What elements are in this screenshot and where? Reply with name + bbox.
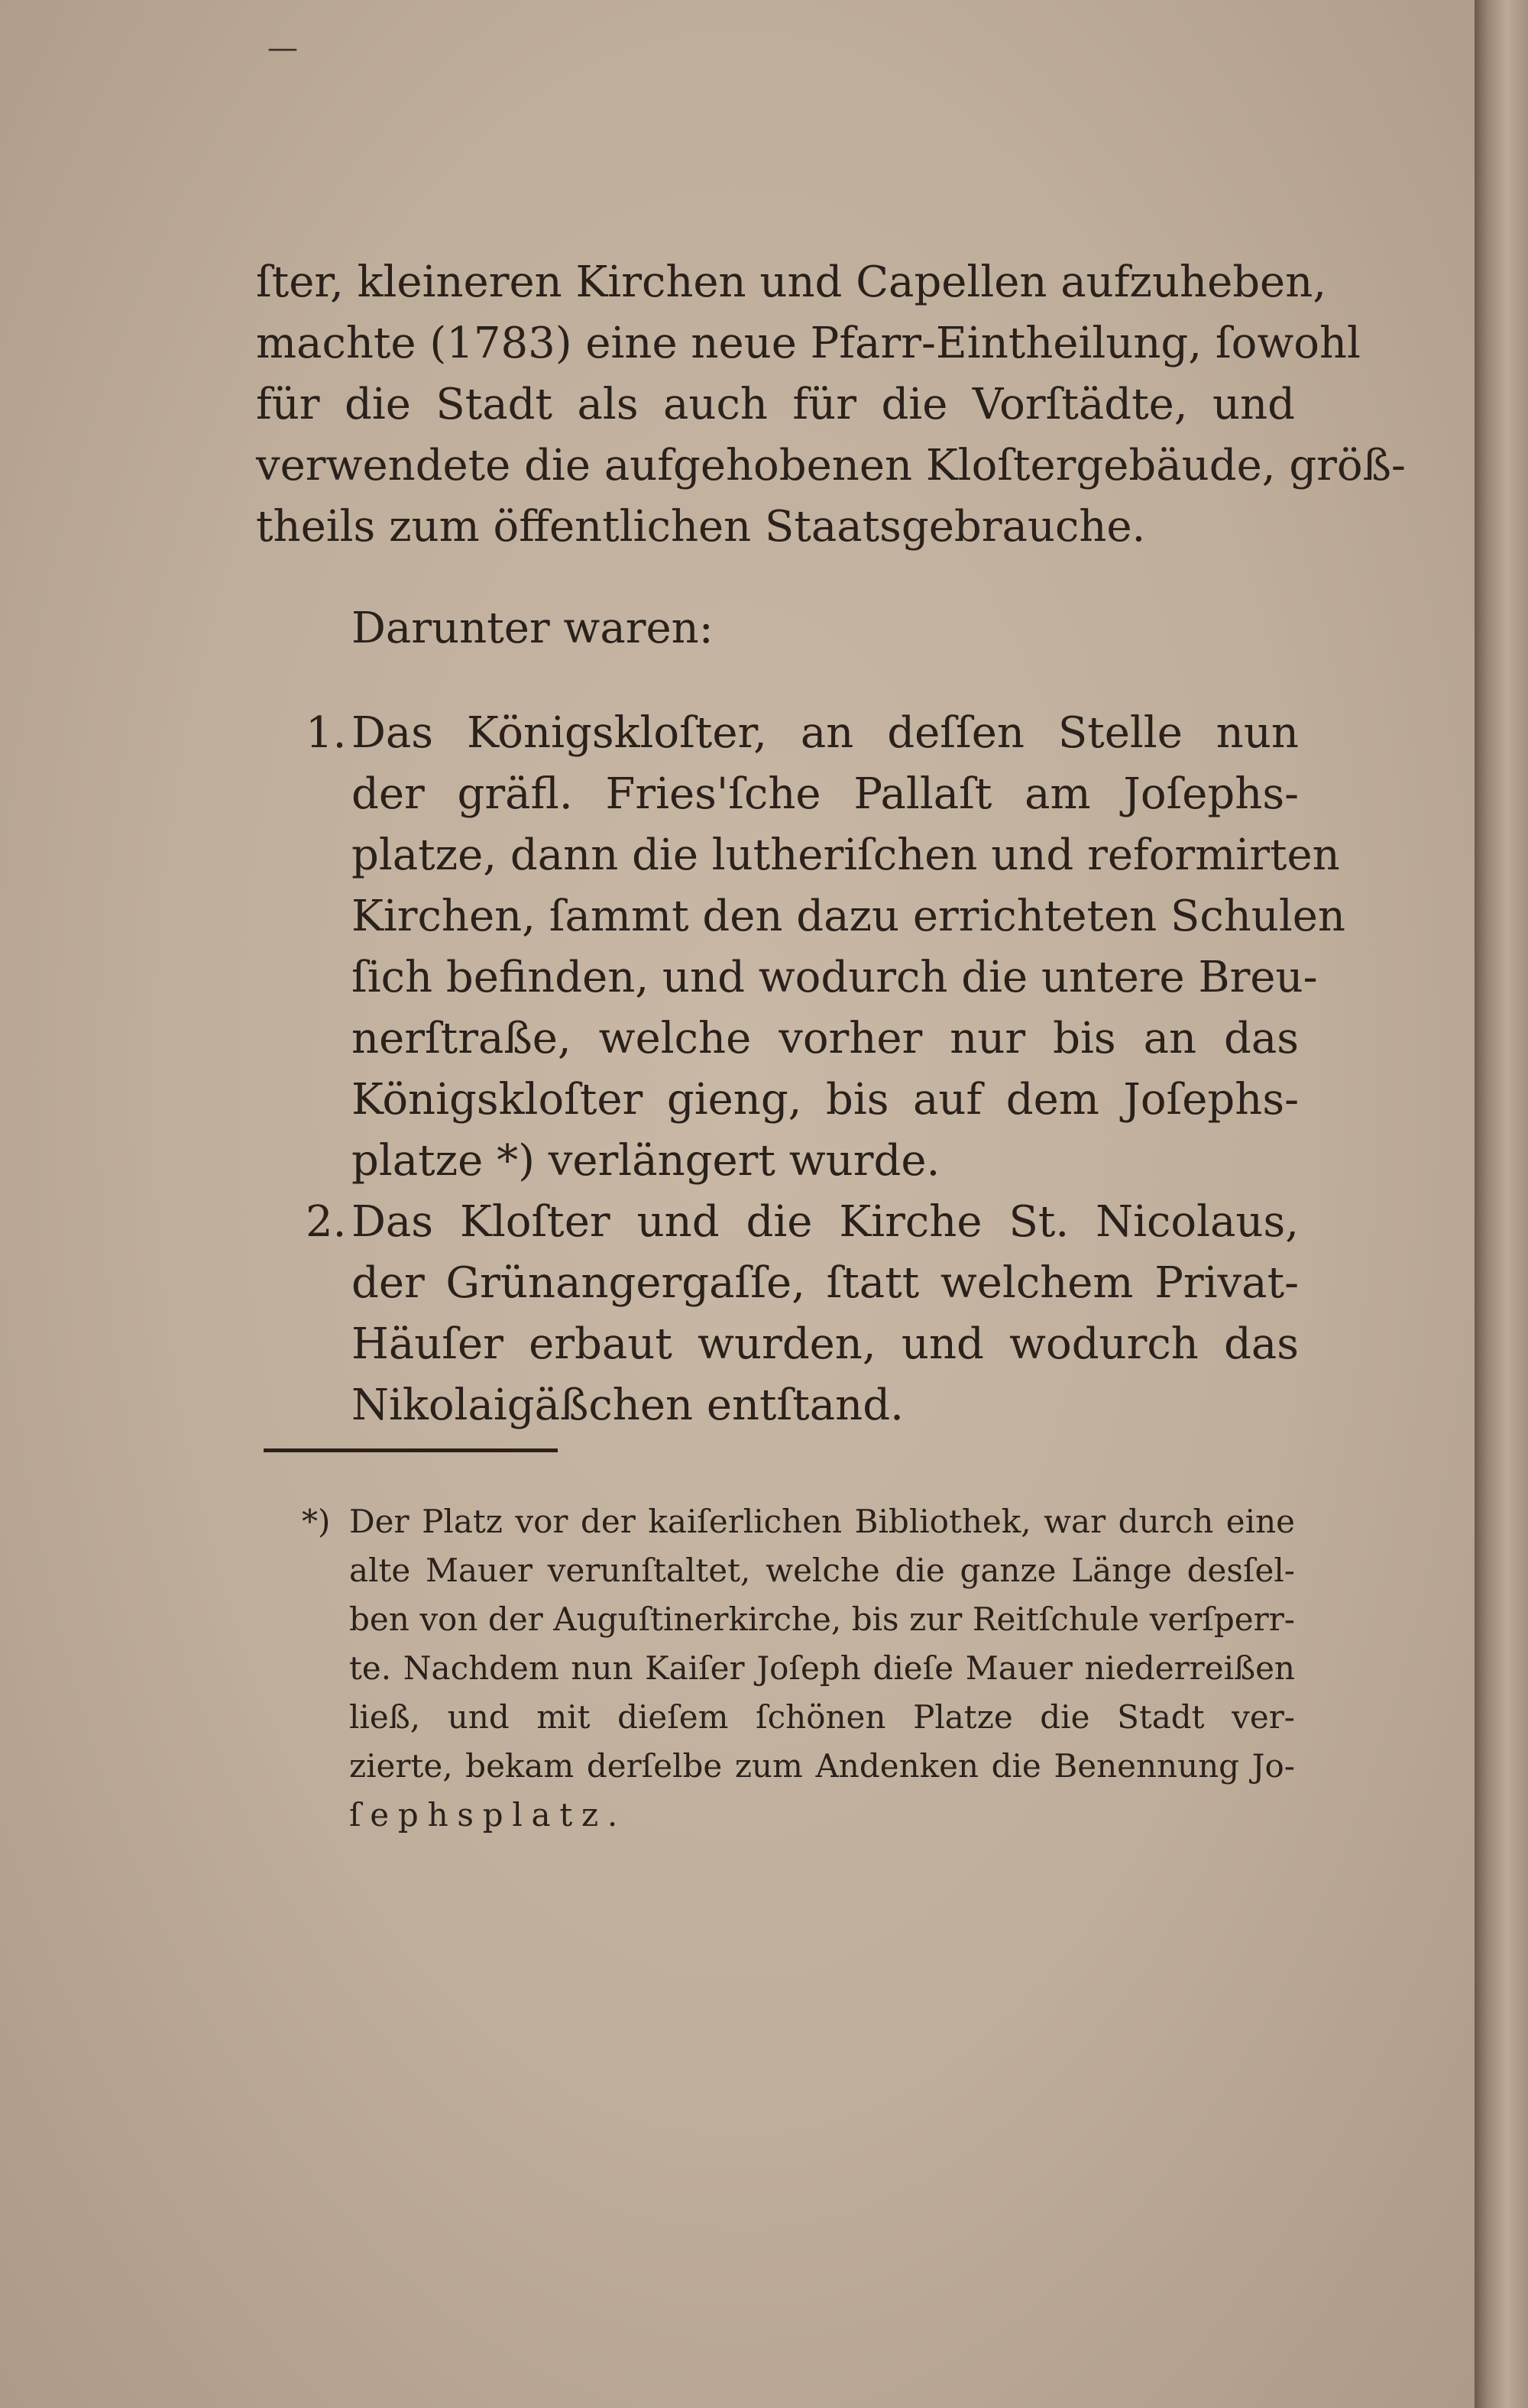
paragraph-line: verwendete die aufgehobenen Kloſtergebäude, größ-: [256, 441, 1406, 490]
item-line: ſich befinden, und wodurch die untere Breu-: [351, 953, 1318, 1002]
footnote-line: ſephsplatz.: [349, 1796, 626, 1834]
list-item-number: 2.: [306, 1197, 347, 1247]
numbered-list: [306, 703, 1345, 1436]
book-spine-edge: [1475, 0, 1528, 2408]
list-item: [306, 703, 1345, 1192]
item-line: Königskloſter gieng, bis auf dem Joſephs-: [351, 1075, 1299, 1125]
paragraph-line: machte (1783) eine neue Pfarr-Eintheilung, ſowohl: [256, 319, 1361, 368]
list-item-number: 1.: [306, 708, 347, 758]
footnote-line: te. Nachdem nun Kaiſer Joſeph dieſe Mauer niederreißen: [349, 1649, 1295, 1687]
footnote-mark: *): [302, 1503, 331, 1540]
list-item: [306, 1192, 1299, 1436]
main-paragraph: [256, 252, 1406, 558]
paragraph-line: für die Stadt als auch für die Vorſtädte, und: [256, 380, 1295, 429]
list-item-text: [351, 1192, 1299, 1436]
item-line: Das Kloſter und die Kirche St. Nicolaus,: [351, 1197, 1299, 1247]
footnote: [302, 1497, 1295, 1840]
item-line: nerſtraße, welche vorher nur bis an das: [351, 1014, 1299, 1063]
item-line: Das Königskloſter, an deſſen Stelle nun: [351, 708, 1299, 758]
page-header-mark: —: [267, 31, 298, 66]
list-item-text: [351, 703, 1345, 1192]
item-line: platze, dann die lutheriſchen und reformirten: [351, 830, 1340, 880]
item-line: platze *) verlängert wurde.: [351, 1136, 940, 1186]
footnote-line: alte Mauer verunſtaltet, welche die ganze Länge desſel-: [349, 1552, 1295, 1589]
item-line: der gräfl. Fries'ſche Pallaſt am Joſephs-: [351, 769, 1299, 819]
footnote-line: zierte, bekam derſelbe zum Andenken die Benennung Jo-: [349, 1747, 1295, 1785]
footnote-separator-rule: [264, 1448, 558, 1452]
item-line: der Grünangergaſſe, ſtatt welchem Privat-: [351, 1258, 1299, 1308]
footnote-body: [302, 1546, 1295, 1840]
footnote-line: Der Platz vor der kaiſerlichen Bibliothek, war durch eine: [349, 1503, 1295, 1540]
footnote-line: ben von der Auguſtinerkirche, bis zur Reitſchule verſperr-: [349, 1600, 1295, 1638]
item-line: Häuſer erbaut wurden, und wodurch das: [351, 1319, 1299, 1369]
item-line: Nikolaigäßchen entſtand.: [351, 1380, 904, 1430]
footnote-first-line: [302, 1497, 1295, 1546]
paragraph-line: ſter, kleineren Kirchen und Capellen aufzuheben,: [256, 257, 1327, 307]
list-heading: Darunter waren:: [351, 604, 714, 653]
footnote-line: ließ, und mit dieſem ſchönen Platze die Stadt ver-: [349, 1698, 1295, 1736]
item-line: Kirchen, ſammt den dazu errichteten Schulen: [351, 892, 1345, 941]
paragraph-line: theils zum öffentlichen Staatsgebrauche.: [256, 502, 1146, 552]
